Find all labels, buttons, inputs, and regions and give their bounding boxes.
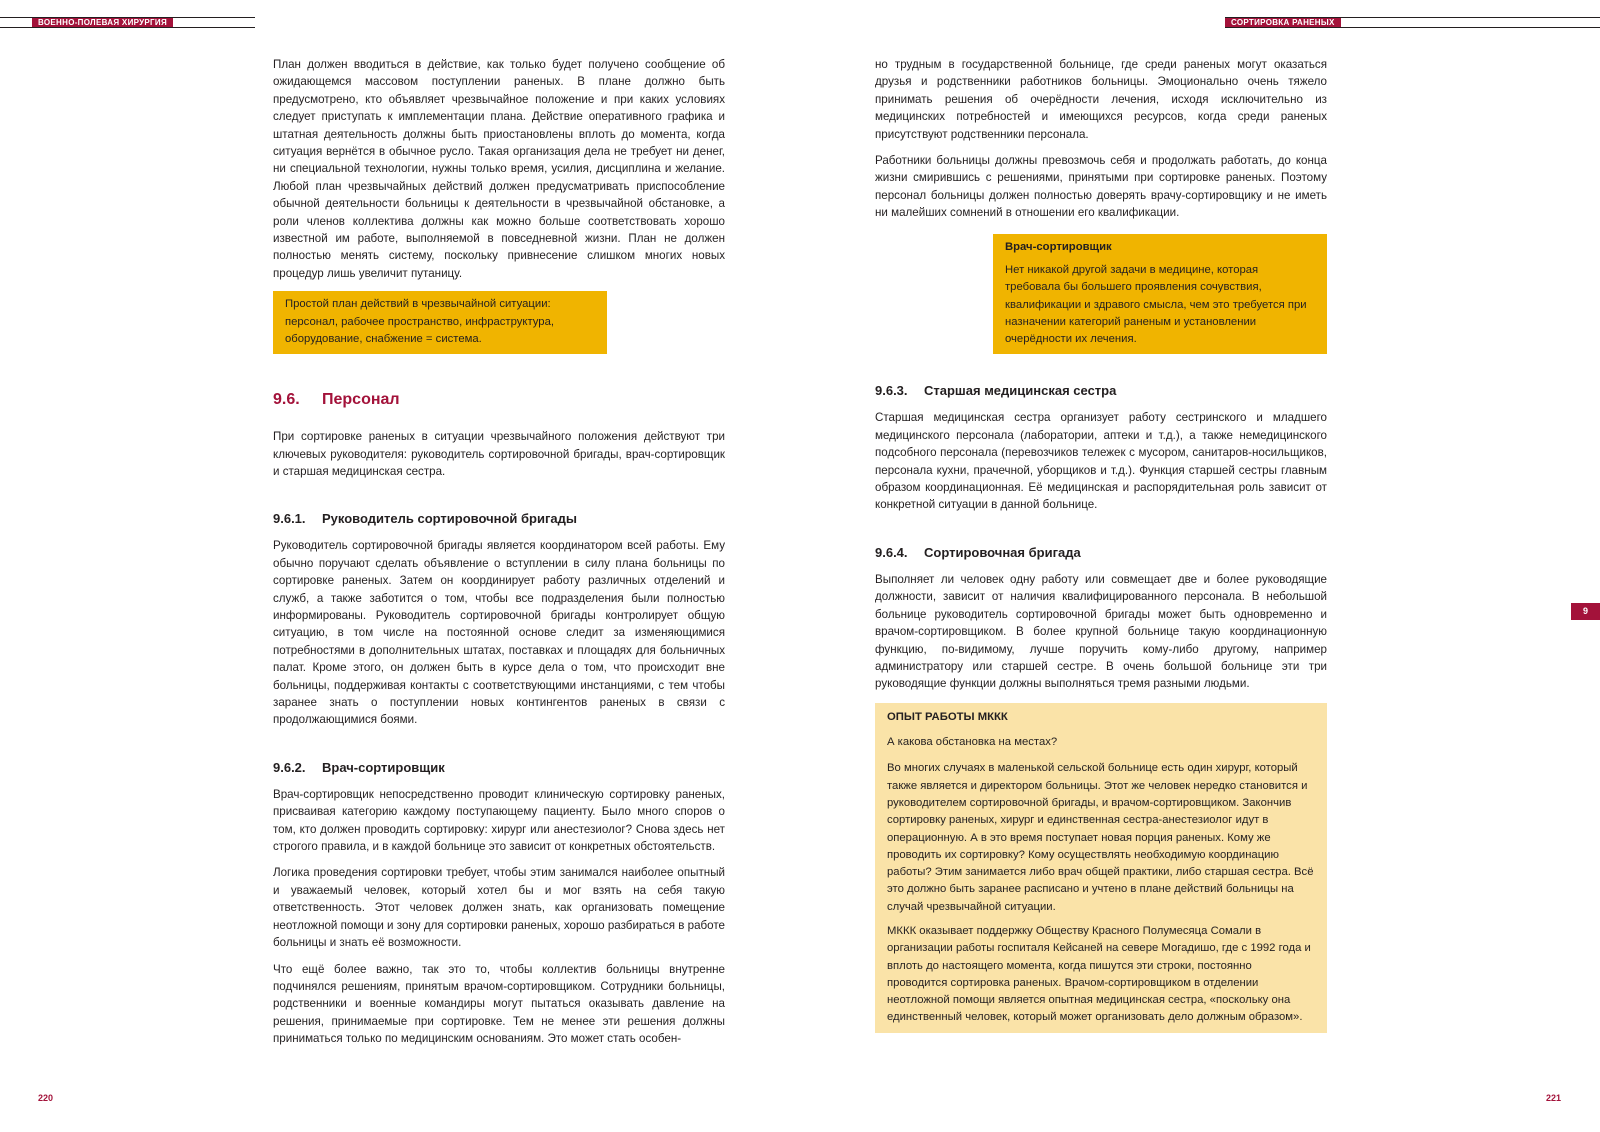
section-title: Персонал	[322, 391, 400, 409]
callout-text: Простой план действий в чрезвычайной ситуации: персонал, рабочее пространство, инфраструктура, оборудование, снабжение = система.	[285, 298, 554, 345]
subsection-number: 9.6.4.	[875, 544, 908, 560]
subsection-2-paragraph-2: Логика проведения сортировки требует, чтобы этим занимался наиболее опытный и уважаемый человек, который хотел бы и мог взять на себя такую ответственность. Этот человек должен знать, как организовать помещение неотложной помощи и зону для сортировки раненых, хорошо разбираться в работе больницы и знать её возможности.	[273, 866, 725, 950]
box-paragraph-1: Во многих случаях в маленькой сельской больнице есть один хирург, который также является и директором больницы. Этот же человек нередко становится и руководителем сортировочной бригады, и врачом-сортировщиком. Закончив сортировку раненых, хирург и единственная сестра-анестезиолог идут в операционную. А в это время поступает новая порция раненых. Кому же проводить их сортировку? Кому осуществлять необходимую координацию работы? Этим занимается либо врач общей практики, либо старшая сестра. Всё это должно быть заранее расписано и учтено в плане действий больницы на случай чрезвычайной ситуации.	[887, 762, 1314, 913]
header-rule-right-bottom	[1225, 27, 1600, 28]
subsection-title: Руководитель сортировочной бригады	[322, 511, 577, 527]
trust-paragraph: Работники больницы должны превозмочь себя и продолжать работать, до конца жизни смирившись с решениями, принятыми при сортировке раненых. Поэтому персонал больницы должен полностью доверять врачу-сортировщику и не иметь ни малейших сомнений в отношении его квалификации.	[875, 154, 1327, 220]
subsection-1-paragraph: Руководитель сортировочной бригады является координатором всей работы. Ему обычно поручают сделать объявление о вступлении в силу плана больницы по сортировке раненых. Затем он координирует работу различных отделений и служб, а также заботится о том, чтобы все подразделения были полностью информированы. Руководитель сортировочной бригады контролирует общую ситуацию, в том числе на постоянной основе следит за изменяющимися потребностями в дополнительных штатах, поставках и площадях для больничных палат. Кроме этого, он должен быть в курсе дела о том, что происходит вне больницы, поддерживая контакты с соответствующими инстанциями, с тем чтобы заранее знать о поступлении новых контингентов раненых в связи с продолжающимися боями.	[273, 539, 725, 727]
icrc-experience-box	[875, 703, 1327, 1033]
right-page-column	[875, 56, 1327, 1033]
subsection-title: Сортировочная бригада	[924, 544, 1081, 560]
box-title: Врач-сортировщик	[1005, 240, 1112, 253]
section-heading	[273, 390, 725, 410]
running-head-right: СОРТИРОВКА РАНЕНЫХ	[1225, 18, 1341, 27]
subsection-heading-4	[875, 544, 1327, 562]
subsection-heading-3	[875, 382, 1327, 400]
subsection-heading-1	[273, 510, 725, 528]
subsection-title: Врач-сортировщик	[322, 759, 445, 775]
subsection-3-paragraph: Старшая медицинская сестра организует работу сестринского и младшего медицинского персонала (лаборатории, аптеки и т.д.), а также немедицинского подсобного персонала (перевозчиков тележек с мусором, санитаров-носильщиков, персонала кухни, прачечной, уборщиков и т.д.). Функция старшей сестры главным образом координационная. Её медицинская и распорядительная роль зависит от конкретной ситуации в данной больнице.	[875, 411, 1327, 512]
subsection-number: 9.6.1.	[273, 511, 306, 527]
subsection-2-paragraph-3: Что ещё более важно, так это то, чтобы коллектив больницы внутренне подчинялся решениям, принятым врачом-сортировщиком. Сотрудники больницы, родственники и военные командиры могут пытаться оказывать давление на решения, принимаемые при сортировке. Тем не менее эти решения должны приниматься только по медицинским основаниям. Это может стать особен-	[273, 962, 725, 1046]
subsection-number: 9.6.2.	[273, 759, 306, 775]
page-number-left: 220	[38, 1093, 54, 1103]
chapter-tab: 9	[1571, 603, 1600, 620]
header-rule-left-bottom	[0, 27, 255, 28]
section-number: 9.6.	[273, 391, 300, 409]
intro-paragraph: План должен вводиться в действие, как только будет получено сообщение об ожидающемся массовом поступлении раненых. В плане должно быть предусмотрено, кто объявляет чрезвычайное положение и при каких условиях следует приступать к имплементации плана. Действие оперативного графика и штатная деятельность должны быть приостановлены вплоть до момента, когда ситуация вернётся в обычное русло. Такая организация дела не требует ни денег, ни специальной технологии, нужны только время, усилия, дисциплина и желание. Любой план чрезвычайных действий должен предусматривать приспособление обычной деятельности больницы к деятельности в чрезвычайной обстановке, а роли членов коллектива должны как можно больше соответствовать хорошо известной им работе, выполняемой в повседневной жизни. План не должен полностью менять систему, поскольку привнесение слишком многих новых процедур лишь увеличит путаницу.	[273, 58, 725, 280]
callout-box	[273, 291, 607, 354]
subsection-heading-2	[273, 759, 725, 777]
subsection-2-paragraph-1: Врач-сортировщик непосредственно проводит клиническую сортировку раненых, присваивая категорию каждому поступающему пациенту. Было много споров о том, кто должен проводить сортировку: хирург или анестезиолог? Снова здесь нет строгого правила, и в каждой больнице это зависит от конкретных обстоятельств.	[273, 787, 725, 854]
left-page-column	[273, 56, 725, 1057]
running-head-left: ВОЕННО-ПОЛЕВАЯ ХИРУРГИЯ	[32, 18, 173, 27]
page-number-right: 221	[1546, 1093, 1562, 1103]
box-title: ОПЫТ РАБОТЫ МККК	[887, 710, 1008, 723]
box-question: А какова обстановка на местах?	[887, 736, 1058, 749]
continued-paragraph: но трудным в государственной больнице, где среди раненых могут оказаться друзья и родственники работников больницы. Эмоционально очень тяжело принимать решения об очерёдности лечения, исходя исключительно из медицинских потребностей и имеющихся ресурсов, когда среди раненых присутствуют родственники персонала.	[875, 58, 1327, 141]
box-paragraph-2: МККК оказывает поддержку Обществу Красного Полумесяца Сомали в организации работы госпиталя Кейсаней на севере Могадишо, где с 1992 года и вплоть до настоящего момента, когда пишутся эти строки, постоянно проводится сортировка раненых. Врачом-сортировщиком в отделении неотложной помощи является опытная медицинская сестра, «поскольку она единственный человек, который может организовать дело должным образом».	[887, 924, 1311, 1024]
subsection-number: 9.6.3.	[875, 383, 908, 399]
subsection-title: Старшая медицинская сестра	[924, 383, 1117, 399]
subsection-4-paragraph: Выполняет ли человек одну работу или совмещает две и более руководящие должности, зависит от наличия квалифицированного персонала. В небольшой больнице руководитель сортировочной бригады может быть одновременно и врачом-сортировщиком. В более крупной больнице такую координационную функцию, по-видимому, лучше поручить кому-либо другому, например администратору или старшей сестре. В очень большой больнице эти три руководящие функции должны выполняться тремя разными людьми.	[875, 572, 1327, 691]
section-paragraph: При сортировке раненых в ситуации чрезвычайного положения действуют три ключевых руководителя: руководитель сортировочной бригады, врач-сортировщик и старшая медицинская сестра.	[273, 430, 725, 478]
box-text: Нет никакой другой задачи в медицине, которая требовала бы большего проявления сочувствия, квалификации и здравого смысла, чем это требуется при назначении категорий раненым и установлении очерёдности их лечения.	[1005, 263, 1307, 346]
triage-doctor-box	[993, 234, 1327, 355]
